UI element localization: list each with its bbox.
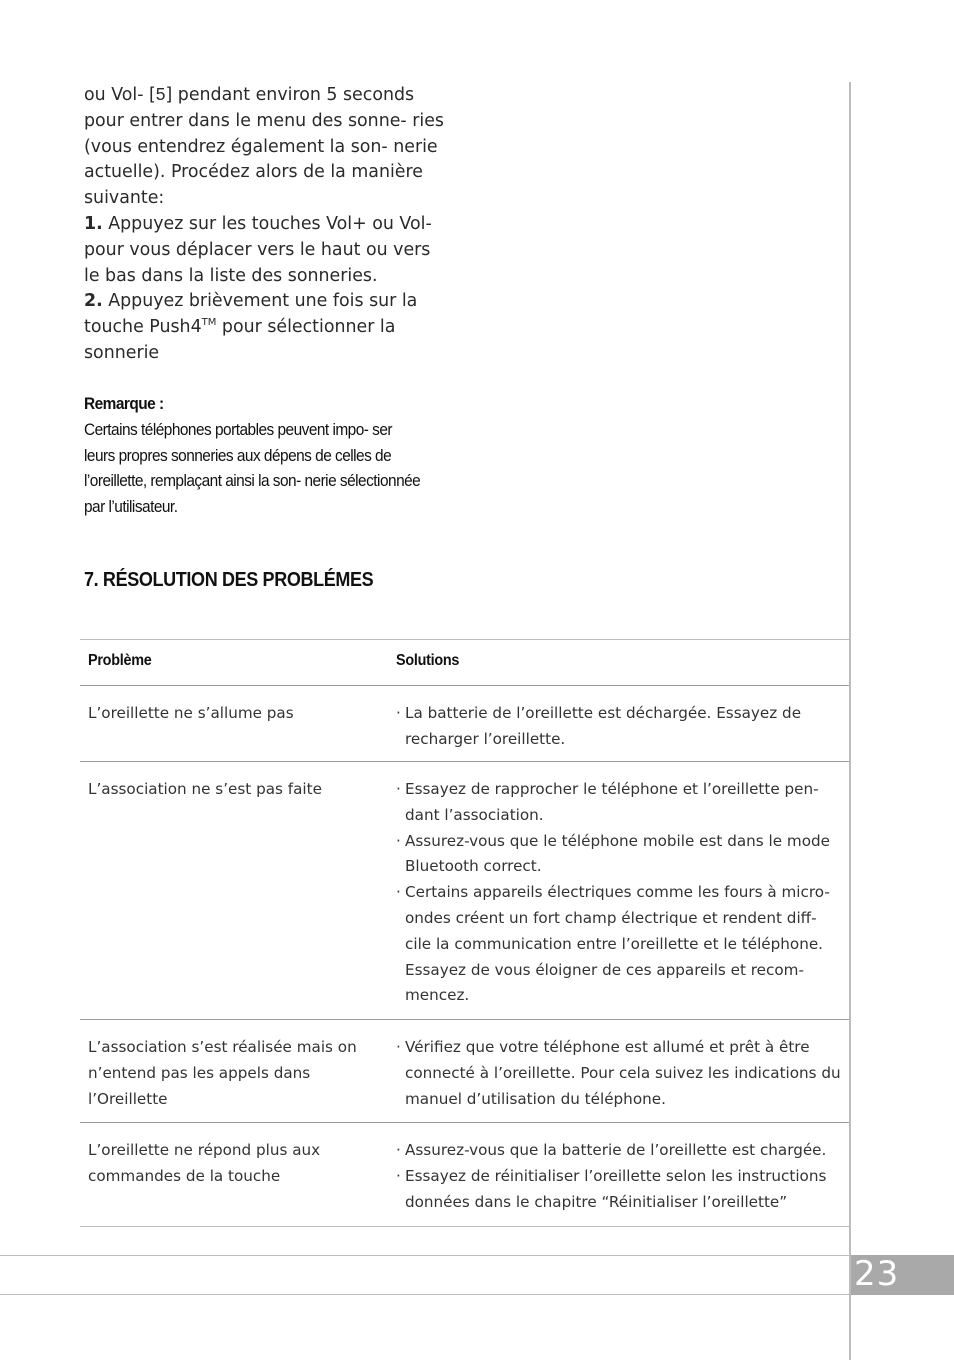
table-row xyxy=(80,686,849,762)
remark-block xyxy=(84,392,422,521)
column-header-problem: Problème xyxy=(88,652,152,669)
solution-item: · La batterie de l’oreillette est déchargée. Essayez de recharger l’oreillette. xyxy=(396,701,846,753)
bullet: · xyxy=(396,1141,401,1159)
solution-item: · Assurez-vous que la batterie de l’oreillette est chargée. xyxy=(396,1138,846,1164)
page-number: 23 xyxy=(854,1254,900,1294)
step-2: 2. Appuyez brièvement une fois sur la touche Push4™ pour sélectionner la sonnerie xyxy=(84,291,418,363)
step-1-number: 1. xyxy=(84,213,103,234)
button-ref-number: 5 xyxy=(155,84,166,104)
solutions-cell xyxy=(396,1035,846,1112)
table-row xyxy=(80,1123,849,1227)
remark-label: Remarque : xyxy=(84,395,164,413)
table-row xyxy=(80,762,849,1020)
intro-text xyxy=(84,82,444,367)
problem-cell: L’oreillette ne répond plus aux commandes de la touche xyxy=(88,1141,321,1185)
troubleshooting-table xyxy=(80,639,849,1227)
section-heading: 7. RÉSOLUTION DES PROBLÉMES xyxy=(84,569,374,591)
solution-item: · Assurez-vous que le téléphone mobile est dans le mode Bluetooth correct. xyxy=(396,829,846,881)
solutions-cell xyxy=(396,777,846,1009)
step-1: 1. Appuyez sur les touches Vol+ ou Vol- pour vous déplacer vers le haut ou vers le bas dans la liste des sonneries. xyxy=(84,213,432,286)
solution-item: · Essayez de rapprocher le téléphone et l’oreillette pen- dant l’association. xyxy=(396,777,846,829)
step-2-number: 2. xyxy=(84,291,103,312)
trademark-mark: TM xyxy=(201,317,217,329)
bullet: · xyxy=(396,1038,401,1056)
bullet: · xyxy=(396,704,401,722)
column-header-solutions: Solutions xyxy=(396,652,460,669)
bullet: · xyxy=(396,1166,401,1185)
bullet: · xyxy=(396,883,401,902)
page-number-tab xyxy=(851,1255,954,1295)
bullet: · xyxy=(396,780,401,798)
bullet: · xyxy=(396,831,401,850)
solution-item: · Vérifiez que votre téléphone est allumé et prêt à être connecté à l’oreillette. Pour cela suivez les indications du manuel d’utilisation du téléphone. xyxy=(396,1035,846,1112)
table-row xyxy=(80,1020,849,1123)
problem-cell: L’association ne s’est pas faite xyxy=(88,780,322,798)
footer-rule-top xyxy=(0,1255,849,1256)
remark-text: Certains téléphones portables peuvent impo- ser leurs propres sonneries aux dépens de celles de l’oreillette, remplaçant ainsi la son- nerie sélectionnée par l’utilisateur. xyxy=(84,420,421,517)
solution-item: · Essayez de réinitialiser l’oreillette selon les instructions données dans le chapitre “Réinitialiser l’oreillette” xyxy=(396,1164,846,1216)
vertical-rule xyxy=(849,82,851,1360)
solutions-cell xyxy=(396,701,846,753)
intro-paragraph: ou Vol- [5] pendant environ 5 seconds pour entrer dans le menu des sonne- ries (vous entendrez également la son- nerie actuelle). Procédez alors de la manière suivante: xyxy=(84,84,444,209)
footer-rule-bottom xyxy=(0,1294,849,1295)
problem-cell: L’association s’est réalisée mais on n’entend pas les appels dans l’Oreillette xyxy=(88,1038,357,1108)
table-header xyxy=(80,639,849,686)
solutions-cell xyxy=(396,1138,846,1215)
solution-item: · Certains appareils électriques comme les fours à micro- ondes créent un fort champ électrique et rendent diff- cile la communication entre l’oreillette et le téléphone. Essayez de vous éloigner de ces appareils et recom- mencez. xyxy=(396,880,846,1009)
problem-cell: L’oreillette ne s’allume pas xyxy=(88,704,294,722)
